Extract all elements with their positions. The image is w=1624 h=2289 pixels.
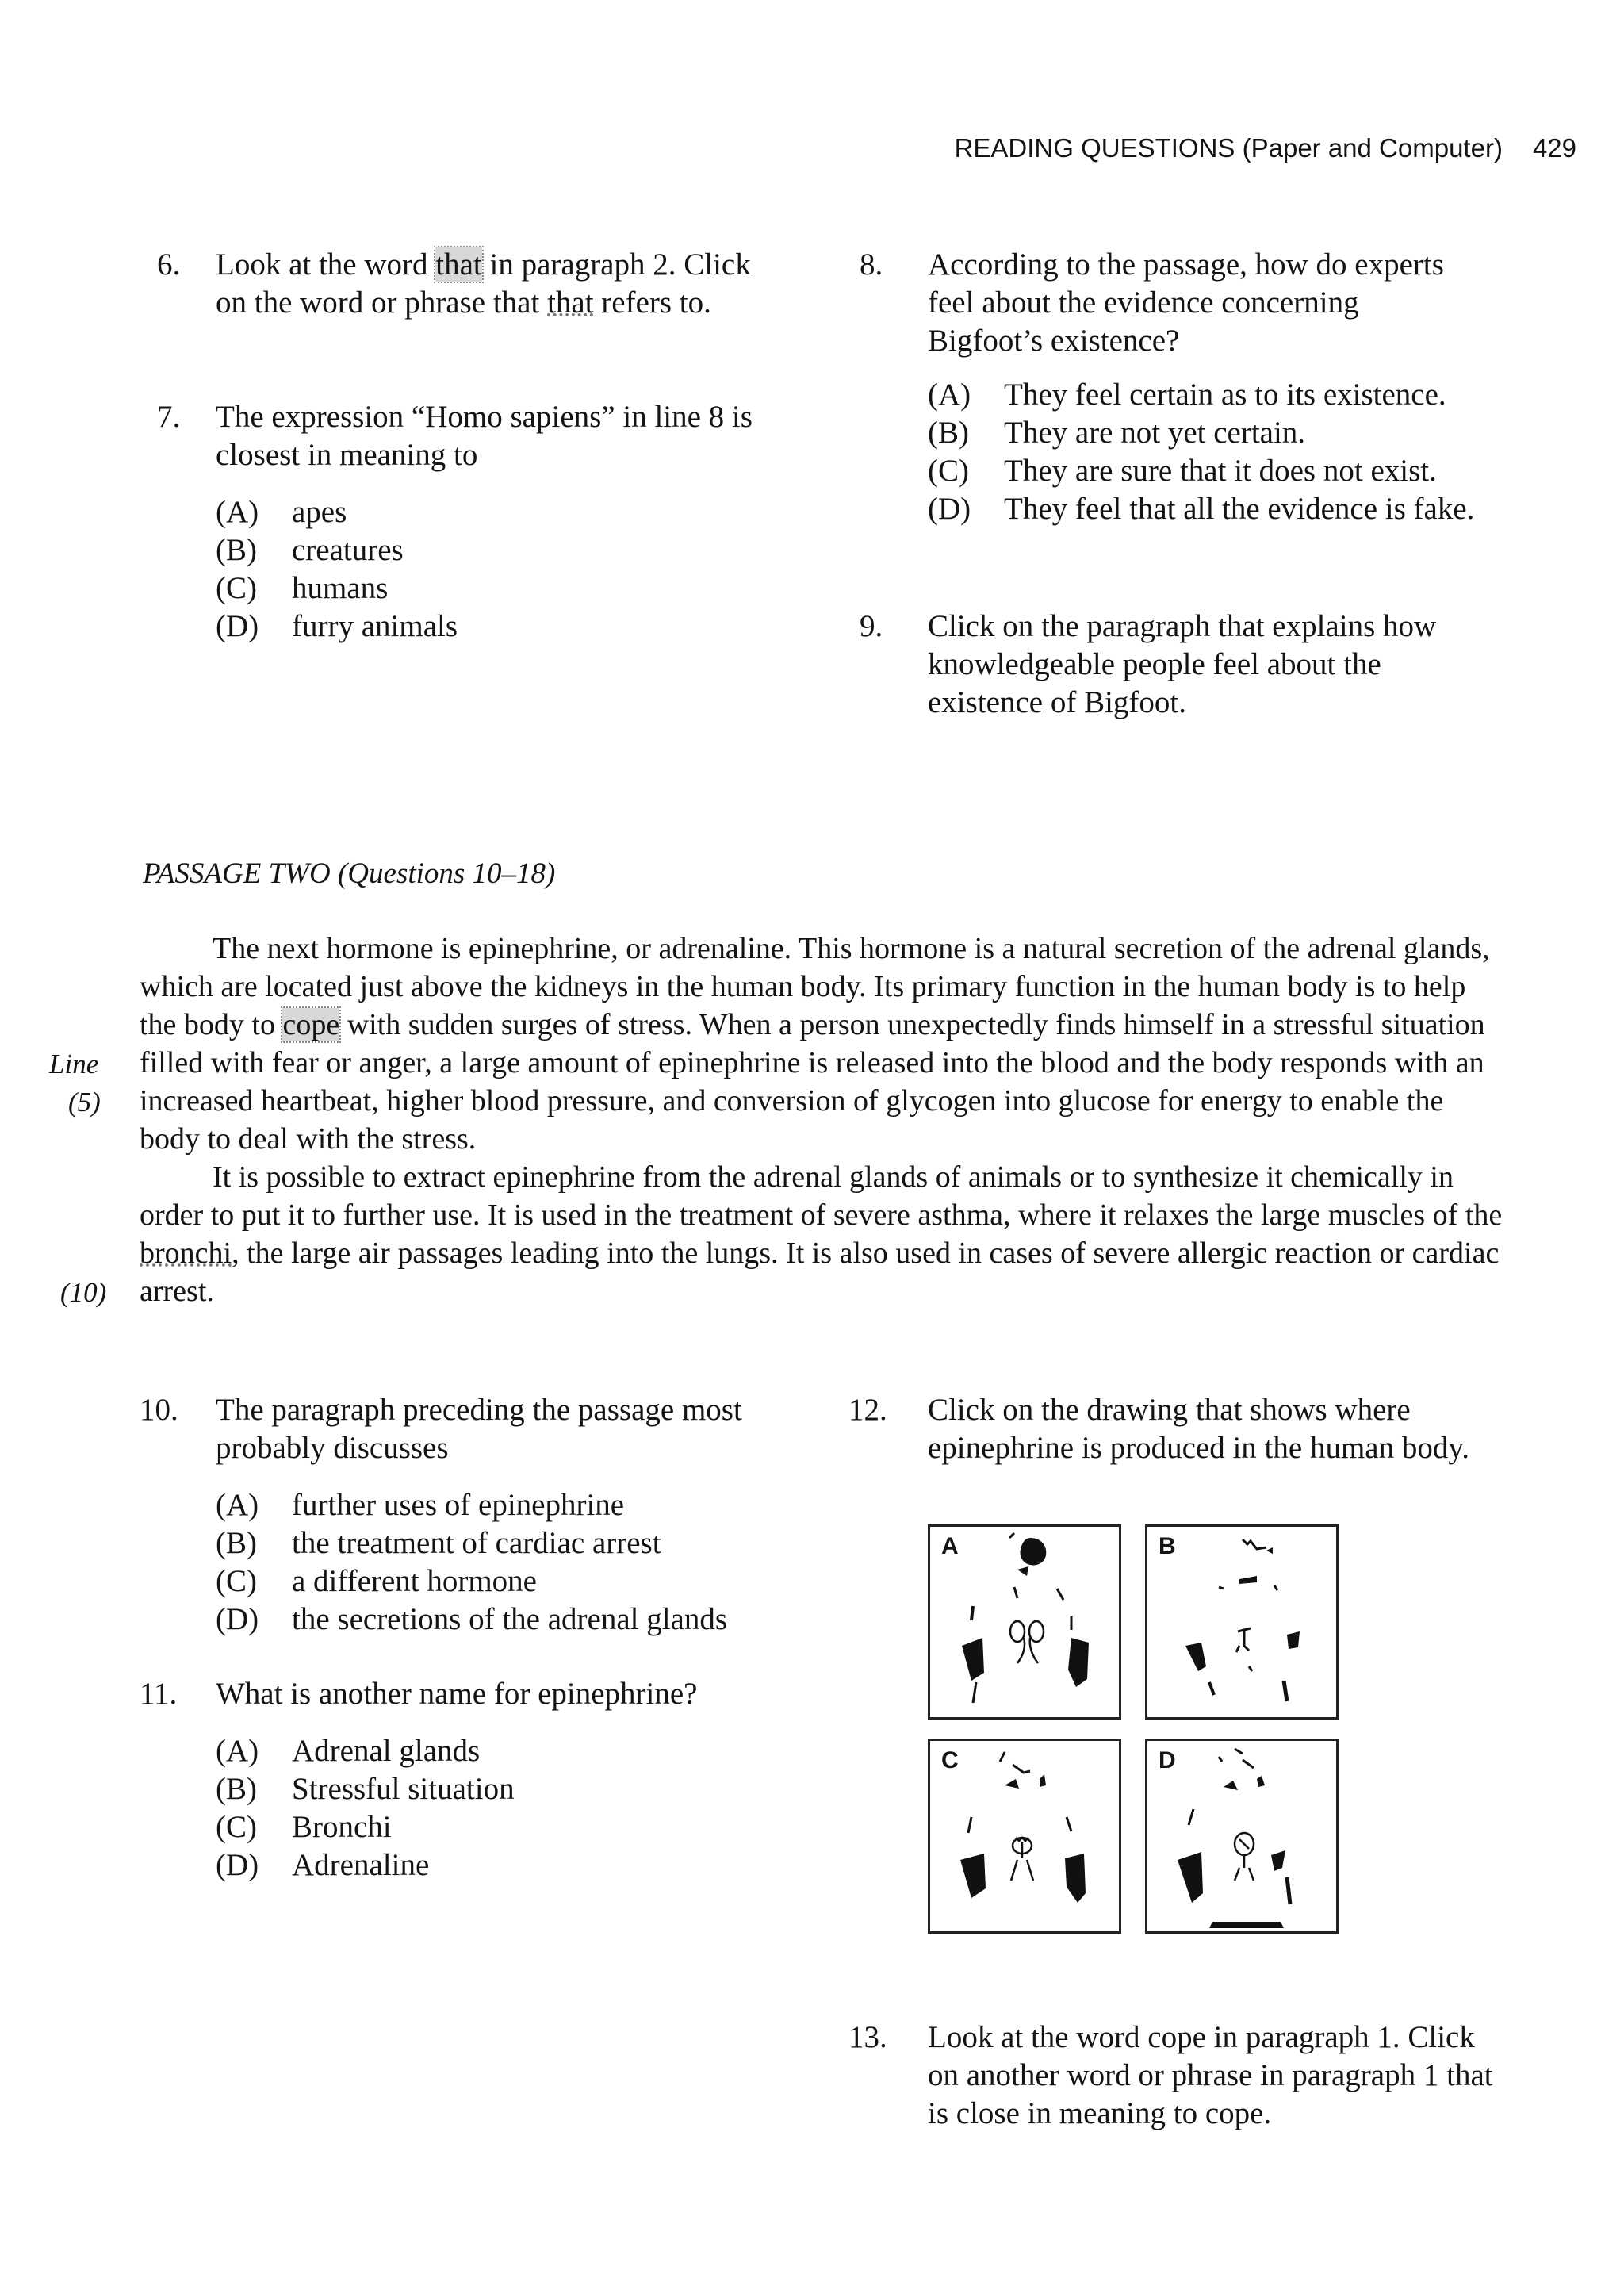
option-d[interactable]: (D) furry animals [216, 609, 458, 643]
question-stem: The expression “Homo sapiens” in line 8 is closest in meaning to [216, 400, 753, 472]
drawing-label: A [941, 1533, 959, 1559]
body-figure-icon [1147, 1527, 1336, 1717]
answer-options [216, 1732, 822, 1884]
passage-title: PASSAGE TWO (Questions 10–18) [143, 857, 556, 890]
option-b[interactable]: (B) creatures [216, 533, 404, 567]
drawing-c[interactable] [928, 1739, 1121, 1934]
option-c[interactable]: (C) humans [216, 571, 389, 605]
answer-options [928, 376, 1557, 528]
question-number: 8. [860, 247, 883, 282]
question-12 [848, 1391, 1562, 1467]
drawing-label: D [1159, 1747, 1176, 1773]
page-header [0, 133, 1576, 163]
line-number-10: (10) [60, 1277, 107, 1308]
question-number: 6. [157, 247, 181, 282]
question-stem: Click on the drawing that shows where epinephrine is produced in the human body. [928, 1393, 1470, 1465]
option-d[interactable]: (D) the secretions of the adrenal glands [216, 1602, 728, 1636]
drawing-d[interactable] [1145, 1739, 1339, 1934]
question-stem: Click on the paragraph that explains how knowledgeable people feel about the existence of Bigfoot. [928, 609, 1437, 719]
question-7 [157, 398, 760, 646]
header-title: READING QUESTIONS (Paper and Computer) [954, 133, 1503, 163]
question-stem: The paragraph preceding the passage most probably discusses [216, 1393, 742, 1465]
paragraph-2[interactable]: It is possible to extract epinephrine from the adrenal glands of animals or to synthesize it chemically in order to put it to further use. It is used in the treatment of severe asthma, where it relaxes the large muscles of the bronchi, the large air passages leading into the lungs. It is also used in cases of severe allergic reaction or cardiac arrest. [140, 1160, 1503, 1308]
question-stem: Look at the word cope in paragraph 1. Click on another word or phrase in paragraph 1 that is close in meaning to cope. [928, 2020, 1493, 2130]
question-10 [140, 1391, 822, 1639]
page-number: 429 [1532, 133, 1576, 163]
target-word-that-2[interactable]: that [547, 286, 594, 320]
question-8 [860, 246, 1557, 528]
option-c[interactable]: (C) Bronchi [216, 1810, 392, 1844]
passage-text [140, 930, 1503, 1310]
option-c[interactable]: (C) They are sure that it does not exist. [928, 454, 1437, 488]
question-number: 10. [140, 1393, 178, 1427]
target-word-that[interactable]: that [435, 247, 482, 282]
line-label: Line [49, 1049, 99, 1079]
option-a[interactable]: (A) They feel certain as to its existence. [928, 378, 1446, 412]
paragraph-1[interactable]: The next hormone is epinephrine, or adrenaline. This hormone is a natural secretion of the adrenal glands, which are located just above the kidneys in the human body. Its primary function in the human body is to help the body to cope with sudden surges of stress. When a person unexpectedly finds himself in a stressful situation filled with fear or anger, a large amount of epinephrine is released into the blood and the body responds with an increased heartbeat, higher blood pressure, and conversion of glycogen into glucose for energy to enable the body to deal with the stress. [140, 932, 1490, 1156]
question-stem: According to the passage, how do experts feel about the evidence concerning Bigfoot’s existence? [928, 247, 1444, 358]
question-number: 12. [848, 1393, 887, 1427]
drawing-b[interactable] [1145, 1524, 1339, 1720]
question-number: 13. [848, 2020, 887, 2054]
drawing-label: C [941, 1747, 959, 1773]
option-b[interactable]: (B) Stressful situation [216, 1772, 515, 1806]
question-6 [157, 246, 760, 322]
question-number: 11. [140, 1677, 178, 1711]
option-a[interactable]: (A) apes [216, 495, 347, 529]
option-d[interactable]: (D) Adrenaline [216, 1848, 430, 1882]
option-b[interactable]: (B) They are not yet certain. [928, 416, 1306, 450]
answer-options [216, 1486, 822, 1639]
body-figure-icon [1147, 1741, 1336, 1931]
drawing-a[interactable] [928, 1524, 1121, 1720]
option-a[interactable]: (A) Adrenal glands [216, 1734, 481, 1768]
body-figure-icon [930, 1527, 1119, 1717]
option-d[interactable]: (D) They feel that all the evidence is fake. [928, 492, 1475, 526]
question-13 [848, 2019, 1562, 2133]
question-number: 9. [860, 609, 883, 643]
question-number: 7. [157, 400, 181, 434]
drawing-label: B [1159, 1533, 1176, 1559]
line-number-5: (5) [68, 1087, 101, 1118]
target-word-bronchi[interactable]: bronchi [140, 1237, 232, 1270]
body-figure-icon [930, 1741, 1119, 1931]
question-stem: Look at the word that in paragraph 2. Click on the word or phrase that that refers to. [216, 247, 751, 320]
answer-options [216, 493, 760, 646]
option-b[interactable]: (B) the treatment of cardiac arrest [216, 1526, 661, 1560]
option-c[interactable]: (C) a different hormone [216, 1564, 537, 1598]
question-11 [140, 1675, 822, 1884]
target-word-cope[interactable]: cope [282, 1008, 340, 1041]
question-9 [860, 608, 1557, 722]
question-stem: What is another name for epinephrine? [216, 1677, 698, 1711]
option-a[interactable]: (A) further uses of epinephrine [216, 1488, 625, 1522]
